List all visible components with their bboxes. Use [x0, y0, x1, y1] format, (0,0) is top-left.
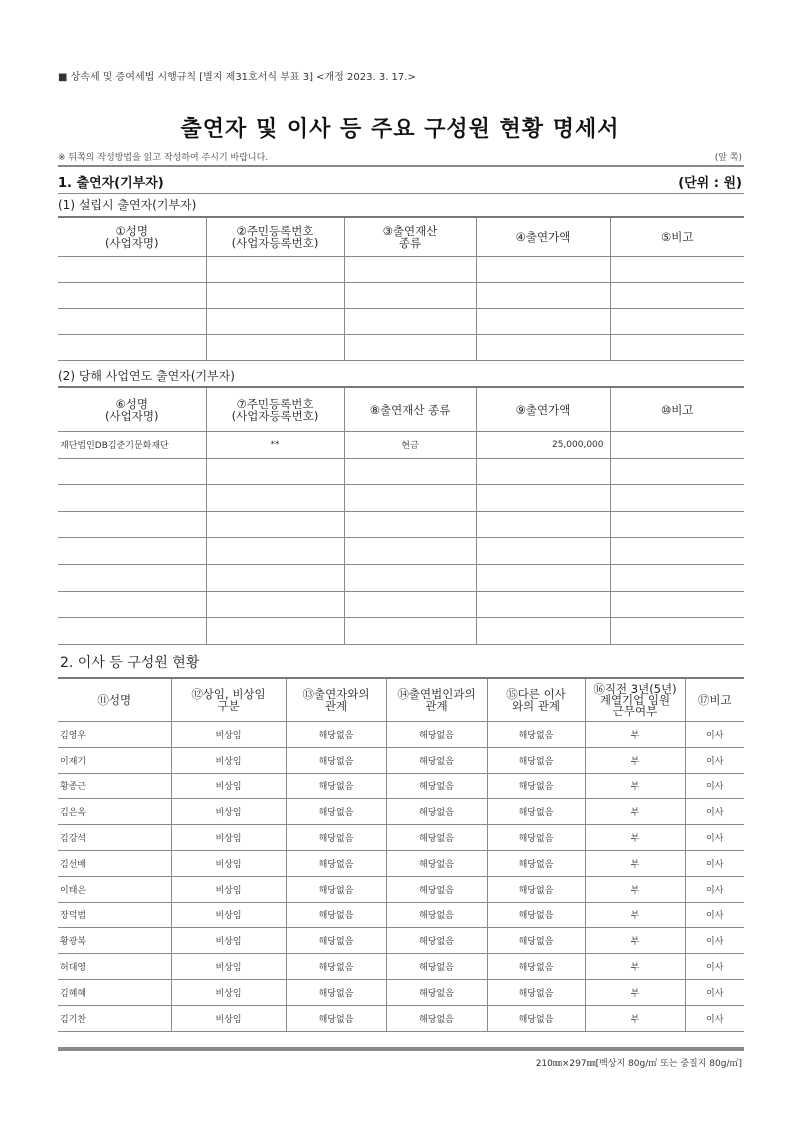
cell-rel2: 해당없음: [386, 773, 487, 799]
cell-rel3: 해당없음: [487, 799, 585, 825]
cell-rel1: 해당없음: [286, 799, 386, 825]
table-row: [58, 850, 744, 876]
table-row: [58, 979, 744, 1005]
cell-id: [206, 309, 344, 335]
cell-rel2: 해당없음: [386, 825, 487, 851]
table-row: [58, 511, 744, 538]
table-header-row: [58, 217, 744, 257]
cell-name: [58, 618, 206, 645]
cell-type: 비상임: [171, 979, 286, 1005]
cell-id: [206, 591, 344, 618]
cell-name: [58, 591, 206, 618]
column-header: ⑨출연가액: [476, 387, 610, 432]
column-header: ⑮다른 이사 와의 관계: [487, 678, 585, 722]
cell-amount: [476, 283, 610, 309]
cell-prior: 부: [585, 954, 685, 980]
founding-donors-table: [58, 216, 744, 361]
cell-type: 비상임: [171, 850, 286, 876]
cell-id: [206, 618, 344, 645]
cell-rel1: 해당없음: [286, 954, 386, 980]
cell-rel3: 해당없음: [487, 954, 585, 980]
table-row: [58, 335, 744, 361]
cell-note: 이사: [685, 850, 744, 876]
cell-rel3: 해당없음: [487, 825, 585, 851]
cell-note: [610, 257, 744, 283]
cell-prior: 부: [585, 722, 685, 748]
cell-note: 이사: [685, 928, 744, 954]
cell-type: 비상임: [171, 876, 286, 902]
cell-name: [58, 257, 206, 283]
cell-amount: [476, 257, 610, 283]
table-row: [58, 257, 744, 283]
cell-name: [58, 485, 206, 512]
column-header: ⑤비고: [610, 217, 744, 257]
cell-rel3: 해당없음: [487, 902, 585, 928]
table-row: [58, 538, 744, 565]
cell-rel2: 해당없음: [386, 979, 487, 1005]
cell-type: 비상임: [171, 747, 286, 773]
section1-title: 1. 출연자(기부자): [58, 176, 164, 191]
cell-amount: [476, 335, 610, 361]
cell-note: [610, 458, 744, 485]
cell-rel1: 해당없음: [286, 773, 386, 799]
cell-name: 재단법인DB김준기문화재단: [58, 432, 206, 459]
cell-rel1: 해당없음: [286, 902, 386, 928]
cell-note: [610, 564, 744, 591]
cell-type: 비상임: [171, 825, 286, 851]
cell-name: 김선배: [58, 850, 171, 876]
cell-note: 이사: [685, 773, 744, 799]
cell-name: 황종근: [58, 773, 171, 799]
cell-note: [610, 591, 744, 618]
cell-note: 이사: [685, 954, 744, 980]
column-header: ⑫상임, 비상임 구분: [171, 678, 286, 722]
cell-name: [58, 538, 206, 565]
cell-rel1: 해당없음: [286, 1005, 386, 1031]
cell-kind: [344, 335, 476, 361]
cell-type: 비상임: [171, 954, 286, 980]
cell-name: 이재기: [58, 747, 171, 773]
unit-label: (단위 : 원): [678, 176, 742, 191]
cell-note: 이사: [685, 825, 744, 851]
cell-rel2: 해당없음: [386, 722, 487, 748]
cell-rel3: 해당없음: [487, 850, 585, 876]
cell-rel2: 해당없음: [386, 876, 487, 902]
cell-name: [58, 564, 206, 591]
cell-id: [206, 511, 344, 538]
table-header-row: [58, 678, 744, 722]
cell-kind: [344, 458, 476, 485]
cell-amount: [476, 564, 610, 591]
cell-note: 이사: [685, 799, 744, 825]
cell-kind: [344, 538, 476, 565]
cell-name: 김영우: [58, 722, 171, 748]
table-row: [58, 485, 744, 512]
cell-prior: 부: [585, 902, 685, 928]
cell-rel2: 해당없음: [386, 1005, 487, 1031]
divider: [58, 193, 744, 194]
paper-spec: 210㎜×297㎜[백상지 80g/㎡ 또는 중질지 80g/㎡]: [535, 1059, 742, 1069]
column-header: ⑧출연재산 종류: [344, 387, 476, 432]
cell-type: 비상임: [171, 1005, 286, 1031]
cell-kind: [344, 591, 476, 618]
cell-note: [610, 309, 744, 335]
cell-note: 이사: [685, 979, 744, 1005]
cell-prior: 부: [585, 825, 685, 851]
cell-note: [610, 618, 744, 645]
cell-rel3: 해당없음: [487, 722, 585, 748]
section2-title: 2. 이사 등 구성원 현황: [60, 655, 200, 671]
cell-note: [610, 335, 744, 361]
cell-note: [610, 511, 744, 538]
cell-rel2: 해당없음: [386, 954, 487, 980]
table-row: [58, 954, 744, 980]
cell-prior: 부: [585, 928, 685, 954]
cell-name: 김기찬: [58, 1005, 171, 1031]
cell-id: [206, 458, 344, 485]
cell-prior: 부: [585, 747, 685, 773]
cell-rel2: 해당없음: [386, 902, 487, 928]
cell-prior: 부: [585, 876, 685, 902]
cell-name: 장덕범: [58, 902, 171, 928]
cell-rel1: 해당없음: [286, 747, 386, 773]
cell-rel1: 해당없음: [286, 979, 386, 1005]
table-row: [58, 283, 744, 309]
cell-rel3: 해당없음: [487, 747, 585, 773]
cell-kind: [344, 511, 476, 538]
cell-id: [206, 283, 344, 309]
column-header: ②주민등록번호 (사업자등록번호): [206, 217, 344, 257]
cell-type: 비상임: [171, 722, 286, 748]
table-row: [58, 722, 744, 748]
cell-rel1: 해당없음: [286, 850, 386, 876]
table-row: [58, 564, 744, 591]
column-header: ⑩비고: [610, 387, 744, 432]
cell-type: 비상임: [171, 928, 286, 954]
cell-note: 이사: [685, 1005, 744, 1031]
table-row: [58, 799, 744, 825]
table-row: [58, 458, 744, 485]
cell-note: 이사: [685, 722, 744, 748]
cell-id: **: [206, 432, 344, 459]
column-header: ③출연재산 종류: [344, 217, 476, 257]
cell-note: 이사: [685, 747, 744, 773]
cell-rel1: 해당없음: [286, 876, 386, 902]
cell-type: 비상임: [171, 773, 286, 799]
cell-kind: [344, 618, 476, 645]
cell-kind: [344, 309, 476, 335]
cell-note: 이사: [685, 876, 744, 902]
cell-name: 김은옥: [58, 799, 171, 825]
cell-amount: [476, 538, 610, 565]
column-header: ⑭출연법인과의 관계: [386, 678, 487, 722]
cell-rel2: 해당없음: [386, 747, 487, 773]
cell-type: 비상임: [171, 902, 286, 928]
cell-name: [58, 283, 206, 309]
table-row: [58, 825, 744, 851]
table-row: [58, 618, 744, 645]
cell-note: 이사: [685, 902, 744, 928]
cell-id: [206, 485, 344, 512]
instruction-note: ※ 뒤쪽의 작성방법을 읽고 작성하여 주시기 바랍니다.: [58, 153, 269, 163]
cell-prior: 부: [585, 773, 685, 799]
subsection2-title: (2) 당해 사업연도 출연자(기부자): [58, 369, 235, 383]
table-row: [58, 309, 744, 335]
table-header-row: [58, 387, 744, 432]
cell-name: [58, 458, 206, 485]
cell-name: 이태은: [58, 876, 171, 902]
cell-rel2: 해당없음: [386, 850, 487, 876]
cell-id: [206, 538, 344, 565]
cell-name: 김혜혜: [58, 979, 171, 1005]
page-side-label: (앞 쪽): [714, 153, 742, 163]
table-row: [58, 773, 744, 799]
table-row: [58, 876, 744, 902]
cell-note: [610, 485, 744, 512]
cell-rel2: 해당없음: [386, 799, 487, 825]
cell-amount: 25,000,000: [476, 432, 610, 459]
board-members-table: [58, 677, 744, 1032]
cell-kind: [344, 564, 476, 591]
column-header: ⑥성명 (사업자명): [58, 387, 206, 432]
cell-id: [206, 335, 344, 361]
page-title: 출연자 및 이사 등 주요 구성원 현황 명세서: [180, 117, 620, 142]
table-row: [58, 747, 744, 773]
column-header: ⑰비고: [685, 678, 744, 722]
cell-name: [58, 335, 206, 361]
table-row: [58, 1005, 744, 1031]
cell-amount: [476, 485, 610, 512]
table-row: [58, 432, 744, 459]
cell-amount: [476, 309, 610, 335]
cell-rel1: 해당없음: [286, 825, 386, 851]
table-row: [58, 591, 744, 618]
cell-prior: 부: [585, 979, 685, 1005]
subsection1-title: (1) 설립시 출연자(기부자): [58, 198, 197, 212]
cell-kind: [344, 283, 476, 309]
cell-rel2: 해당없음: [386, 928, 487, 954]
cell-prior: 부: [585, 1005, 685, 1031]
cell-name: 김강석: [58, 825, 171, 851]
table-row: [58, 928, 744, 954]
column-header: ⑬출연자와의 관계: [286, 678, 386, 722]
law-reference: ■ 상속세 및 증여세법 시행규칙 [별지 제31호서식 부표 3] <개정 2023. 3. 17.>: [58, 72, 416, 83]
divider: [58, 165, 744, 167]
column-header: ①성명 (사업자명): [58, 217, 206, 257]
cell-name: 황광복: [58, 928, 171, 954]
column-header: ⑦주민등록번호 (사업자등록번호): [206, 387, 344, 432]
cell-note: [610, 432, 744, 459]
cell-prior: 부: [585, 799, 685, 825]
cell-rel1: 해당없음: [286, 722, 386, 748]
cell-amount: [476, 618, 610, 645]
cell-rel3: 해당없음: [487, 773, 585, 799]
cell-rel3: 해당없음: [487, 876, 585, 902]
cell-amount: [476, 591, 610, 618]
cell-note: [610, 283, 744, 309]
cell-kind: [344, 257, 476, 283]
cell-note: [610, 538, 744, 565]
cell-kind: 현금: [344, 432, 476, 459]
cell-id: [206, 564, 344, 591]
footer-divider: [58, 1047, 744, 1051]
current-year-donors-table: [58, 386, 744, 645]
column-header: ⑯직전 3년(5년) 계열기업 임원 근무여부: [585, 678, 685, 722]
cell-rel1: 해당없음: [286, 928, 386, 954]
cell-type: 비상임: [171, 799, 286, 825]
table-row: [58, 902, 744, 928]
cell-name: 허대영: [58, 954, 171, 980]
cell-prior: 부: [585, 850, 685, 876]
cell-id: [206, 257, 344, 283]
cell-name: [58, 511, 206, 538]
cell-name: [58, 309, 206, 335]
cell-rel3: 해당없음: [487, 928, 585, 954]
column-header: ④출연가액: [476, 217, 610, 257]
cell-kind: [344, 485, 476, 512]
cell-rel3: 해당없음: [487, 979, 585, 1005]
cell-rel3: 해당없음: [487, 1005, 585, 1031]
cell-amount: [476, 511, 610, 538]
column-header: ⑪성명: [58, 678, 171, 722]
cell-amount: [476, 458, 610, 485]
